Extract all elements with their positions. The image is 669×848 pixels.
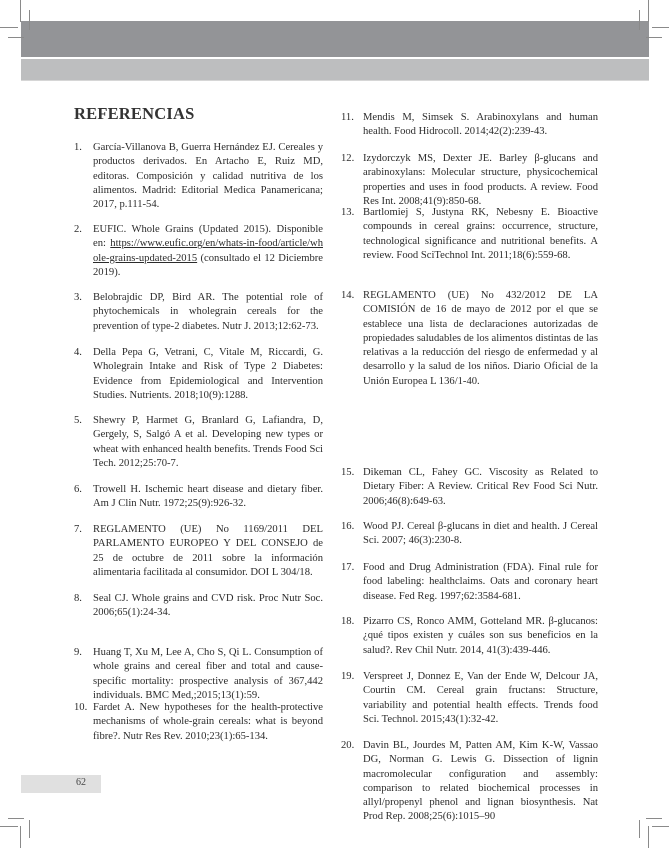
reference-item	[341, 739, 598, 825]
reference-item	[74, 483, 323, 512]
reference-item	[341, 152, 598, 209]
reference-item	[341, 561, 598, 604]
reference-text	[93, 223, 323, 280]
reference-text-after: (consultado el 12 Diciembre 2019).	[93, 252, 323, 278]
crop-mark	[0, 826, 18, 827]
reference-number: 8.	[74, 593, 82, 604]
crop-mark	[29, 10, 30, 30]
reference-number: 9.	[74, 647, 82, 658]
reference-number: 12.	[341, 153, 355, 164]
reference-text: Della Pepa G, Vetrani, C, Vitale M, Riccardi, G. Wholegrain Intake and Risk of Type 2 Diabetes: Evidence from Epidemiological and Intervention Studies. Nutrients. 2018;10(9):1288.	[93, 347, 323, 401]
crop-mark	[652, 27, 669, 28]
reference-number: 16.	[341, 521, 355, 532]
crop-mark	[20, 826, 21, 848]
reference-item	[74, 592, 323, 621]
reference-item	[341, 111, 598, 140]
reference-item	[74, 346, 323, 403]
reference-number: 17.	[341, 562, 355, 573]
reference-item	[341, 615, 598, 658]
reference-number: 6.	[74, 484, 82, 495]
crop-mark	[0, 27, 18, 28]
reference-text: Bartlomiej S, Justyna RK, Nebesny E. Bioactive compounds in cereal grains: occurrence, structure, technological significance and nutritional benefits. A review. Food SciTechnol Int. 2011;18(6):559-68.	[363, 207, 598, 261]
reference-item	[341, 520, 598, 549]
crop-mark	[648, 0, 649, 22]
reference-item	[74, 414, 323, 471]
reference-text: Mendis M, Simsek S. Arabinoxylans and human health. Food Hidrocoll. 2014;42(2):239-43.	[363, 112, 598, 138]
reference-text: REGLAMENTO (UE) No 432/2012 DE LA COMISIÓN de 16 de mayo de 2012 por el que se establece una lista de declaraciones autorizadas de propiedades saludables de los alimentos distintas de las relativas a la reducción del riesgo de enfermedad y al desarrollo y la salud de los niños. Diario Oficial de la Unión Europea L 136/1-40.	[363, 290, 598, 387]
reference-text: Trowell H. Ischemic heart disease and dietary fiber. Am J Clin Nutr. 1972;25(9):926-32.	[93, 484, 323, 510]
reference-number: 2.	[74, 224, 82, 235]
reference-item	[341, 670, 598, 727]
reference-item	[74, 523, 323, 580]
reference-text: Davin BL, Jourdes M, Patten AM, Kim K-W, Vassao DG, Norman G. Lewis G. Dissection of lignin macromolecular configuration and assembly: comparison to related biochemical processes in allyl/propenyl phenol and lignan biosynthesis. Nat Prod Rep. 2008;25(6):1015–90	[363, 740, 598, 823]
crop-mark	[8, 818, 24, 819]
reference-number: 19.	[341, 671, 355, 682]
reference-item	[341, 206, 598, 263]
reference-text: Huang T, Xu M, Lee A, Cho S, Qi L. Consumption of whole grains and cereal fiber and total and cause-specific mortality: prospective analysis of 367,442 individuals. BMC Med,;2015;13(1):59.	[93, 647, 323, 701]
reference-number: 18.	[341, 616, 355, 627]
reference-item	[74, 291, 323, 334]
reference-text: Food and Drug Administration (FDA). Final rule for food labeling: healthclaims. Oats and coronary heart disease. Fed Reg. 1997;62:3584-681.	[363, 562, 598, 602]
crop-mark	[8, 37, 24, 38]
reference-text: García-Villanova B, Guerra Hernández EJ. Cereales y productos derivados. En Artacho E, Ruiz MD, editoras. Composición y calidad nutritiva de los alimentos. Madrid: Editorial Medica Panamericana; 2017, p.111-54.	[93, 142, 323, 211]
reference-item	[341, 466, 598, 509]
crop-mark	[648, 826, 649, 848]
reference-number: 14.	[341, 290, 355, 301]
reference-text: Fardet A. New hypotheses for the health-protective mechanisms of whole-grain cereals: what is beyond fibre?. Nutr Res Rev. 2010;23(1):65-134.	[93, 702, 323, 742]
section-heading: REFERENCIAS	[74, 104, 195, 123]
reference-link[interactable]: https://www.eufic.org/en/whats-in-food/article/whole-grains-updated-2015	[93, 238, 323, 264]
reference-number: 15.	[341, 467, 355, 478]
reference-text: Pizarro CS, Ronco AMM, Gotteland MR. β-glucanos: ¿qué tipos existen y cuáles son sus beneficios en la salud?. Rev Chil Nutr. 2014, 41(3):439-446.	[363, 616, 598, 656]
reference-text: REGLAMENTO (UE) No 1169/2011 DEL PARLAMENTO EUROPEO Y DEL CONSEJO de 25 de octubre de 2011 sobre la información alimentaria facilitada al consumidor. DOI L 304/18.	[93, 524, 323, 578]
crop-mark	[646, 37, 662, 38]
reference-text: Dikeman CL, Fahey GC. Viscosity as Related to Dietary Fiber: A Review. Critical Rev Food Sci Nutr. 2006;46(8):649-63.	[363, 467, 598, 507]
reference-number: 7.	[74, 524, 82, 535]
page-number-box	[21, 775, 101, 793]
reference-text: Belobrajdic DP, Bird AR. The potential role of phytochemicals in wholegrain cereals for the prevention of type-2 diabetes. Nutr J. 2013;12:62-73.	[93, 292, 323, 332]
header-bar-dark	[21, 21, 649, 57]
reference-text-before: EUFIC. Whole Grains (Updated 2015). Disponible en:	[93, 224, 323, 250]
header-bar-light	[21, 59, 649, 81]
reference-item	[74, 701, 323, 744]
crop-mark	[652, 826, 669, 827]
reference-item	[341, 289, 598, 389]
reference-text: Shewry P, Harmet G, Branlard G, Lafiandra, D, Gergely, S, Salgó A et al. Developing new types or wheat with enhanced health benefits. Trends Food Sci Tech. 2012;25:70-7.	[93, 415, 323, 469]
crop-mark	[639, 10, 640, 30]
crop-mark	[646, 818, 662, 819]
crop-mark	[20, 0, 21, 22]
reference-text: Seal CJ. Whole grains and CVD risk. Proc Nutr Soc. 2006;65(1):24-34.	[93, 593, 323, 619]
reference-number: 13.	[341, 207, 355, 218]
reference-number: 10.	[74, 702, 88, 713]
reference-number: 4.	[74, 347, 82, 358]
page-number: 62	[76, 777, 86, 788]
reference-number: 11.	[341, 112, 354, 123]
reference-text: Verspreet J, Donnez E, Van der Ende W, Delcour JA, Courtin CM. Cereal grain fructans: Structure, variability and potential health effects. Trends food Sci. Technol. 2015;43(1):32-42.	[363, 671, 598, 725]
crop-mark	[29, 820, 30, 838]
reference-item	[74, 141, 323, 212]
reference-number: 1.	[74, 142, 82, 153]
reference-text: Izydorczyk MS, Dexter JE. Barley β-glucans and arabinoxylans: Molecular structure, physicochemical properties and uses in food products. A review. Food Res Int. 2008;41(9):850-68.	[363, 153, 598, 207]
crop-mark	[639, 820, 640, 838]
reference-number: 20.	[341, 740, 355, 751]
reference-item	[74, 646, 323, 703]
reference-number: 3.	[74, 292, 82, 303]
reference-item	[74, 223, 323, 280]
reference-text: Wood PJ. Cereal β-glucans in diet and health. J Cereal Sci. 2007; 46(3):230-8.	[363, 521, 598, 547]
reference-number: 5.	[74, 415, 82, 426]
